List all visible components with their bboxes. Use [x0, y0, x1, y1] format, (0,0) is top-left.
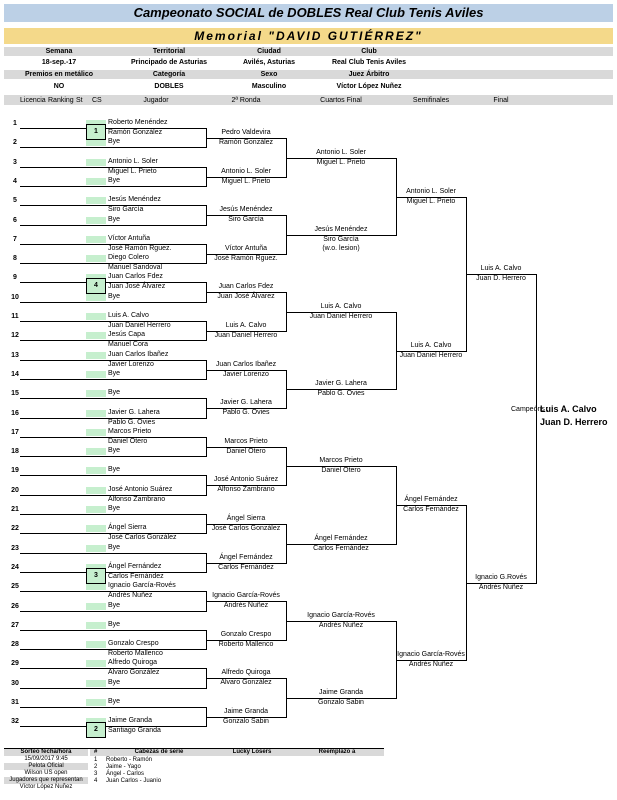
draw-position-number: 17	[11, 429, 19, 436]
cs-cell	[86, 448, 106, 455]
player-name: Alfredo Quiroga	[108, 659, 158, 666]
footer-table	[4, 748, 384, 793]
cs-cell	[86, 313, 106, 320]
draw-position-number: 32	[11, 718, 19, 725]
player-name: Bye	[108, 138, 121, 145]
player-name: Ignacio García-Rovés	[108, 582, 176, 589]
player-name: Javier Lorenzo	[108, 361, 154, 368]
cs-cell	[86, 429, 106, 436]
player-name: Bye	[108, 679, 121, 686]
draw-position-number: 3	[13, 159, 17, 166]
pelota-label: Pelota Oficial	[28, 763, 64, 769]
player-name: Ángel Sierra	[108, 524, 147, 531]
round2-player: Daniel Otero	[226, 448, 266, 455]
player-name: Roberto Menéndez	[108, 119, 168, 126]
sexo-label: Sexo	[260, 71, 278, 78]
round2-player: José Antonio Suárez	[213, 476, 279, 483]
quarter-player: Jaime Granda	[319, 689, 363, 696]
draw-position-number: 2	[13, 139, 17, 146]
draw-position-number: 28	[11, 641, 19, 648]
final-player: Luis A. Calvo	[480, 265, 522, 272]
reemplazo-label: Reemplazo a	[318, 749, 356, 755]
player-name: Bye	[108, 698, 121, 705]
quarter-player: Luis A. Calvo	[320, 303, 362, 310]
cs-cell	[86, 178, 106, 185]
player-name: José Carlos González	[108, 534, 177, 541]
tournament-title: Campeonato SOCIAL de DOBLES Real Club Tenis Aviles	[4, 4, 613, 22]
player-name: Pablo G. Ovies	[108, 419, 156, 426]
player-name: Bye	[108, 466, 121, 473]
categoria-value: DOBLES	[154, 83, 184, 90]
final-player: Ignacio G.Rovés	[475, 574, 527, 581]
seed-box: 1	[86, 124, 106, 140]
cs-cell	[86, 197, 106, 204]
quarter-player: Daniel Otero	[321, 467, 361, 474]
club-value: Real Club Tenis Aviles	[331, 59, 407, 66]
player-name: José Ramón Rguez.	[108, 245, 172, 252]
seed-box: 4	[86, 278, 106, 294]
draw-position-number: 10	[11, 294, 19, 301]
cs-cell	[86, 506, 106, 513]
draw-line	[20, 630, 206, 631]
final-player: Juan D. Herrero	[476, 275, 526, 282]
draw-position-number: 7	[13, 236, 17, 243]
draw-line	[20, 611, 206, 612]
cs-cell	[86, 390, 106, 397]
cs-cell	[86, 699, 106, 706]
draw-line	[20, 147, 206, 148]
cs-cell	[86, 487, 106, 494]
player-name: Bye	[108, 447, 121, 454]
col-jugador: Jugador	[143, 97, 169, 104]
premios-label: Premios en metálico	[24, 71, 94, 78]
semi-player: Juan Daniel Herrero	[399, 352, 463, 359]
lucky-losers-label: Lucky Losers	[232, 749, 272, 755]
seed-number: 4	[94, 778, 98, 784]
player-name: Ramón González	[108, 129, 163, 136]
draw-position-number: 20	[11, 487, 19, 494]
cs-cell	[86, 294, 106, 301]
round2-player: Ramón González	[218, 139, 274, 146]
draw-position-number: 4	[13, 178, 17, 185]
round2-player: Javier G. Lahera	[220, 399, 272, 406]
draw-position-number: 30	[11, 680, 19, 687]
juez-value: Víctor López Nuñez	[336, 83, 402, 90]
quarter-player: Miguel L. Prieto	[316, 159, 366, 166]
semi-player: Luis A. Calvo	[410, 342, 452, 349]
player-name: Alvaro González	[108, 669, 160, 676]
round2-player: José Carlos González	[211, 525, 281, 532]
sorteo-value: 15/09/2017 9:45	[24, 756, 68, 762]
player-name: Bye	[108, 389, 121, 396]
sorteo-label: Sorteo fecha/hora	[20, 749, 72, 755]
player-name: Víctor Antuña	[108, 235, 151, 242]
pelota-value: Wilson US open	[24, 770, 68, 776]
player-name: Javier G. Lahera	[108, 409, 160, 416]
round2-player: Siro García	[228, 216, 264, 223]
draw-line	[20, 688, 206, 689]
round2-player: Gonzalo Crespo	[220, 631, 272, 638]
round2-player: Marcos Prieto	[224, 438, 268, 445]
cs-cell	[86, 525, 106, 532]
semi-player: Miguel L. Prieto	[406, 198, 456, 205]
draw-position-number: 26	[11, 603, 19, 610]
player-name: Jesús Menéndez	[108, 196, 161, 203]
cs-cell	[86, 159, 106, 166]
draw-line	[20, 707, 206, 708]
round2-player: José Ramón Rguez.	[214, 255, 278, 262]
cs-cell	[86, 410, 106, 417]
seed-pair: Roberto - Ramón	[106, 757, 153, 763]
round2-player: Juan Carlos Ibañez	[215, 361, 277, 368]
draw-position-number: 16	[11, 410, 19, 417]
seed-number: 1	[94, 757, 98, 763]
quarter-player: Carlos Fernández	[313, 545, 369, 552]
player-name: Bye	[108, 505, 121, 512]
quarter-player: Pablo G. Ovies	[317, 390, 365, 397]
player-name: Miguel L. Prieto	[108, 168, 157, 175]
final-player: Andrés Nuñez	[478, 584, 524, 591]
categoria-label: Categoría	[152, 71, 186, 78]
round2-player: Alfonso Zambrano	[217, 486, 275, 493]
round2-player: Víctor Antuña	[224, 245, 268, 252]
draw-line	[20, 456, 206, 457]
seed-box: 3	[86, 568, 106, 584]
champion-player-b: Juan D. Herrero	[540, 417, 608, 427]
player-name: Luis A. Calvo	[108, 312, 149, 319]
round2-player: Pablo G. Ovies	[222, 409, 270, 416]
draw-line	[20, 475, 206, 476]
ciudad-value: Avilés, Asturias	[242, 59, 295, 66]
draw-line	[20, 553, 206, 554]
draw-line	[20, 302, 206, 303]
col-ranking: Ranking	[48, 97, 74, 104]
semana-label: Semana	[45, 48, 73, 55]
player-name: Bye	[108, 216, 121, 223]
draw-line	[20, 379, 206, 380]
col-st: St	[76, 97, 83, 104]
draw-line	[20, 398, 206, 399]
ciudad-label: Ciudad	[257, 48, 281, 55]
cabezas-num-header: #	[94, 749, 98, 755]
round2-player: Gonzalo Sabin	[223, 718, 269, 725]
player-name: Jaime Granda	[108, 717, 152, 724]
territorial-label: Territorial	[152, 48, 186, 55]
seed-pair: Jaime - Yago	[106, 764, 141, 770]
player-name: Juan Carlos Ibañez	[108, 351, 169, 358]
player-name: Bye	[108, 602, 121, 609]
draw-line	[20, 186, 206, 187]
semi-player: Ángel Fernández	[404, 496, 458, 503]
player-name: Bye	[108, 370, 121, 377]
seed-box: 2	[86, 722, 106, 738]
quarter-player: Ángel Fernández	[314, 535, 368, 542]
col-final: Final	[493, 97, 509, 104]
player-name: Siro García	[108, 206, 144, 213]
semi-player: Carlos Fernández	[403, 506, 459, 513]
draw-position-number: 19	[11, 467, 19, 474]
quarter-note: (w.o. lesion)	[322, 245, 360, 252]
player-name: Bye	[108, 621, 121, 628]
memorial-title: Memorial "DAVID GUTIÉRREZ"	[4, 28, 613, 44]
bracket-join	[536, 274, 537, 584]
cs-cell	[86, 236, 106, 243]
jugadores-label: Jugadores que representan	[9, 777, 83, 783]
round2-player: Carlos Fernández	[218, 564, 274, 571]
draw-position-number: 18	[11, 448, 19, 455]
round2-player: Luis A. Calvo	[225, 322, 267, 329]
draw-position-number: 25	[11, 583, 19, 590]
draw-position-number: 23	[11, 545, 19, 552]
draw-position-number: 6	[13, 217, 17, 224]
seed-pair: Ángel - Carlos	[106, 771, 145, 777]
quarter-player: Andrés Nuñez	[318, 622, 364, 629]
player-name: Diego Colero	[108, 254, 149, 261]
cs-cell	[86, 583, 106, 590]
player-name: Alfonso Zambrano	[108, 496, 166, 503]
player-name: Santiago Granda	[108, 727, 161, 734]
player-name: Manuel Sandoval	[108, 264, 163, 271]
champion-player-a: Luis A. Calvo	[540, 404, 597, 414]
draw-position-number: 22	[11, 525, 19, 532]
quarter-player: Siro García	[323, 236, 359, 243]
quarter-player: Gonzalo Sabin	[318, 699, 364, 706]
player-name: Marcos Prieto	[108, 428, 152, 435]
cs-cell	[86, 641, 106, 648]
semi-player: Antonio L. Soler	[406, 188, 456, 195]
draw-position-number: 8	[13, 255, 17, 262]
quarter-player: Antonio L. Soler	[316, 149, 366, 156]
player-name: Juan Carlos Fdez	[108, 273, 163, 280]
player-name: Juan José Álvarez	[108, 283, 166, 290]
round2-player: Juan Carlos Fdez	[218, 283, 274, 290]
player-name: Andrés Nuñez	[108, 592, 153, 599]
round2-player: Juan José Álvarez	[217, 293, 275, 300]
cs-cell	[86, 217, 106, 224]
player-name: Gonzalo Crespo	[108, 640, 159, 647]
seed-number: 3	[94, 771, 98, 777]
player-name: Juan Daniel Herrero	[108, 322, 171, 329]
player-name: Manuel Cora	[108, 341, 149, 348]
player-name: Ángel Fernández	[108, 563, 162, 570]
quarter-player: Jesús Menéndez	[314, 226, 368, 233]
semi-player: Ignacio García-Rovés	[397, 651, 465, 658]
cs-cell	[86, 371, 106, 378]
cs-cell	[86, 545, 106, 552]
round2-player: Antonio L. Soler	[221, 168, 271, 175]
draw-position-number: 13	[11, 352, 19, 359]
round2-player: Ángel Fernández	[219, 554, 273, 561]
draw-position-number: 1	[13, 120, 17, 127]
cs-cell	[86, 603, 106, 610]
quarter-player: Marcos Prieto	[319, 457, 363, 464]
jugadores-value: Víctor López Nuñez	[19, 784, 73, 790]
round2-player: Jaime Granda	[224, 708, 268, 715]
player-name: Bye	[108, 544, 121, 551]
quarter-player: Javier G. Lahera	[315, 380, 367, 387]
round2-player: Ángel Sierra	[226, 515, 266, 522]
round2-player: Roberto Mallenco	[218, 641, 274, 648]
player-name: Bye	[108, 293, 121, 300]
draw-position-number: 9	[13, 274, 17, 281]
cs-cell	[86, 139, 106, 146]
seed-pair: Juan Carlos - Juanio	[106, 778, 162, 784]
cs-cell	[86, 660, 106, 667]
round2-player: Javier Lorenzo	[223, 371, 269, 378]
draw-position-number: 24	[11, 564, 19, 571]
col-cs: CS	[92, 97, 102, 104]
cabezas-label: Cabezas de serie	[134, 749, 184, 755]
player-name: Jesús Capa	[108, 331, 145, 338]
player-name: Antonio L. Soler	[108, 158, 158, 165]
round2-player: Jesús Menéndez	[219, 206, 273, 213]
col-cuartos: Cuartos Final	[320, 97, 362, 104]
player-name: José Antonio Suárez	[108, 486, 173, 493]
col-2a-ronda: 2ª Ronda	[231, 97, 261, 104]
premios-value: NO	[53, 83, 65, 90]
draw-position-number: 11	[11, 313, 19, 320]
cs-cell	[86, 352, 106, 359]
draw-position-number: 21	[11, 506, 19, 513]
round2-player: Miguel L. Prieto	[221, 178, 271, 185]
round2-player: Alvaro González	[220, 679, 272, 686]
champions-label: Campeóns :	[511, 406, 549, 413]
draw-position-number: 12	[11, 332, 19, 339]
sexo-value: Masculino	[251, 83, 287, 90]
semana-value: 18-sep.-17	[41, 59, 77, 66]
player-name: Bye	[108, 177, 121, 184]
draw-line	[20, 225, 206, 226]
round2-player: Alfredo Quiroga	[221, 669, 271, 676]
semi-player: Andrés Nuñez	[408, 661, 454, 668]
cs-cell	[86, 467, 106, 474]
club-label: Club	[361, 48, 377, 55]
round2-player: Juan Daniel Herrero	[214, 332, 278, 339]
draw-position-number: 31	[11, 699, 19, 706]
player-name: Daniel Otero	[108, 438, 148, 445]
draw-position-number: 14	[11, 371, 19, 378]
draw-position-number: 29	[11, 660, 19, 667]
draw-position-number: 15	[11, 390, 19, 397]
round2-player: Andrés Nuñez	[223, 602, 269, 609]
col-licencia: Licencia	[20, 97, 46, 104]
juez-label: Juez Árbitro	[348, 71, 390, 78]
cs-cell	[86, 332, 106, 339]
draw-line	[20, 514, 206, 515]
draw-position-number: 27	[11, 622, 19, 629]
quarter-player: Juan Daniel Herrero	[309, 313, 373, 320]
draw-position-number: 5	[13, 197, 17, 204]
territorial-value: Principado de Asturias	[131, 59, 207, 66]
col-semifinales: Semifinales	[412, 97, 450, 104]
quarter-player: Ignacio García-Rovés	[307, 612, 375, 619]
seed-number: 2	[94, 764, 98, 770]
player-name: Roberto Mallenco	[108, 650, 163, 657]
cs-cell	[86, 680, 106, 687]
cs-cell	[86, 255, 106, 262]
round2-player: Ignacio García-Rovés	[212, 592, 280, 599]
round2-player: Pedro Valdevira	[221, 129, 271, 136]
cs-cell	[86, 622, 106, 629]
player-name: Carlos Fernández	[108, 573, 164, 580]
